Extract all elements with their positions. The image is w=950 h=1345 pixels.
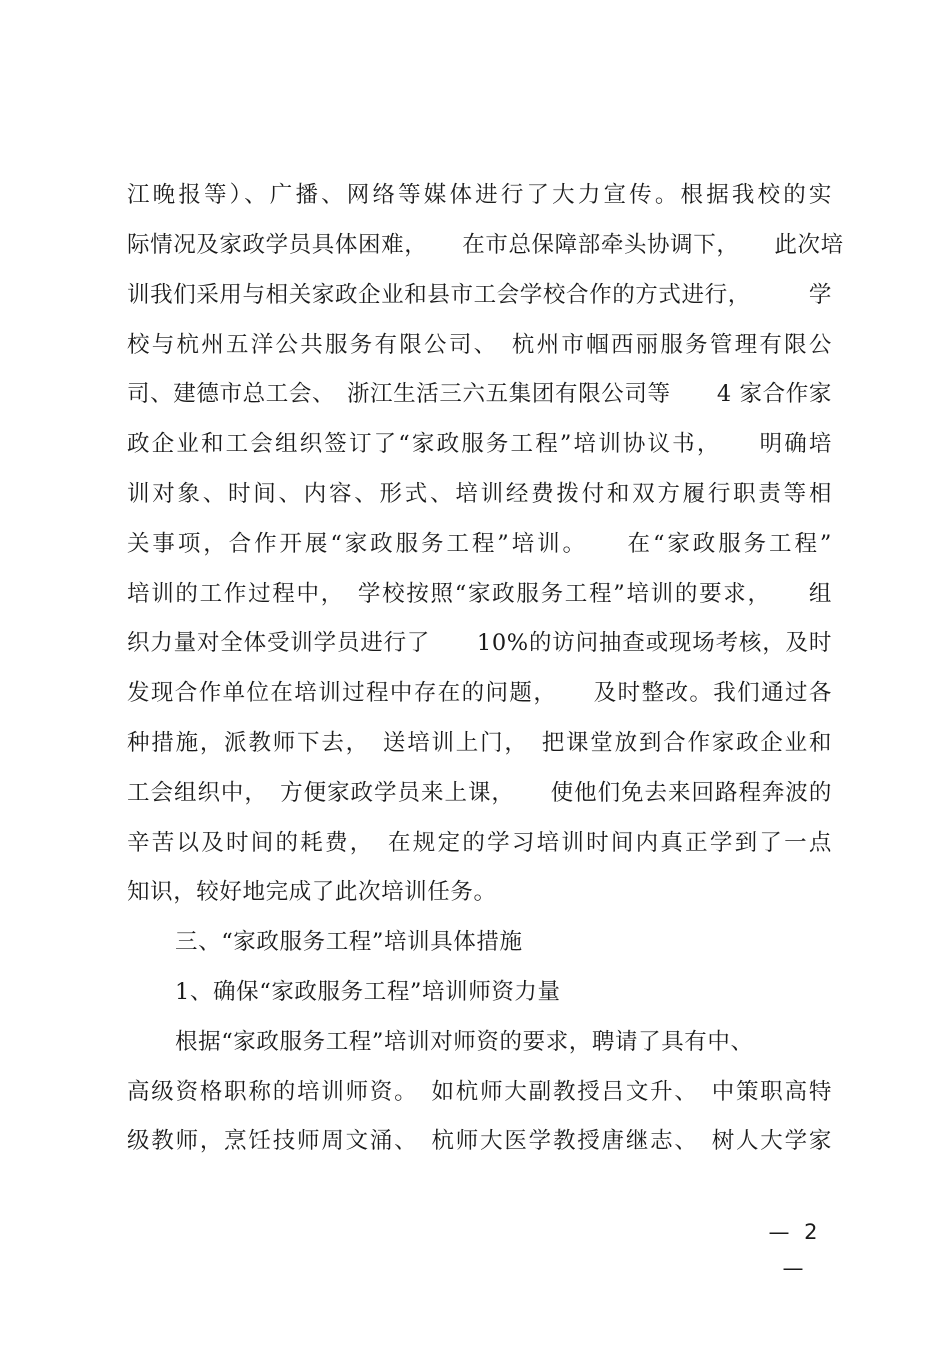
paragraph-line: 知识，较好地完成了此次培训任务。 (127, 879, 497, 905)
paragraph-line: 高级资格职称的培训师资。 如杭师大副教授吕文升、 中策职高特 (127, 1079, 832, 1105)
paragraph-line: 司、建德市总工会、 浙江生活三六五集团有限公司等 4 家合作家 (127, 381, 832, 407)
page-number: — 2 — (768, 1220, 822, 1280)
subsection-heading: 1、确保“家政服务工程”培训师资力量 (175, 979, 561, 1005)
paragraph-line: 织力量对全体受训学员进行了 10%的访问抽查或现场考核，及时 (127, 630, 832, 656)
paragraph-line: 工会组织中， 方便家政学员来上课， 使他们免去来回路程奔波的 (127, 780, 832, 806)
paragraph-line: 培训的工作过程中， 学校按照“家政服务工程”培训的要求， 组 (127, 581, 832, 607)
paragraph-line: 校与杭州五洋公共服务有限公司、 杭州市帼西丽服务管理有限公 (127, 332, 832, 358)
paragraph-line: 级教师，烹饪技师周文涌、 杭师大医学教授唐继志、 树人大学家 (127, 1128, 832, 1154)
paragraph-line: 关事项，合作开展“家政服务工程”培训。 在“家政服务工程” (127, 531, 832, 557)
paragraph-line: 辛苦以及时间的耗费， 在规定的学习培训时间内真正学到了一点 (127, 830, 832, 856)
paragraph-line: 江晚报等）、广播、网络等媒体进行了大力宣传。根据我校的实 (127, 182, 832, 208)
section-heading: 三、“家政服务工程”培训具体措施 (175, 929, 523, 955)
paragraph-line: 发现合作单位在培训过程中存在的问题， 及时整改。我们通过各 (127, 680, 832, 706)
paragraph-line: 训对象、时间、内容、形式、培训经费拨付和双方履行职责等相 (127, 481, 832, 507)
paragraph-line: 训我们采用与相关家政企业和县市工会学校合作的方式进行， 学 (127, 282, 832, 308)
paragraph-line: 种措施，派教师下去， 送培训上门， 把课堂放到合作家政企业和 (127, 730, 832, 756)
paragraph-line: 际情况及家政学员具体困难， 在市总保障部牵头协调下， 此次培 (127, 232, 844, 258)
paragraph-line: 根据“家政服务工程”培训对师资的要求，聘请了具有中、 (175, 1029, 754, 1055)
paragraph-line: 政企业和工会组织签订了“家政服务工程”培训协议书， 明确培 (127, 431, 832, 457)
